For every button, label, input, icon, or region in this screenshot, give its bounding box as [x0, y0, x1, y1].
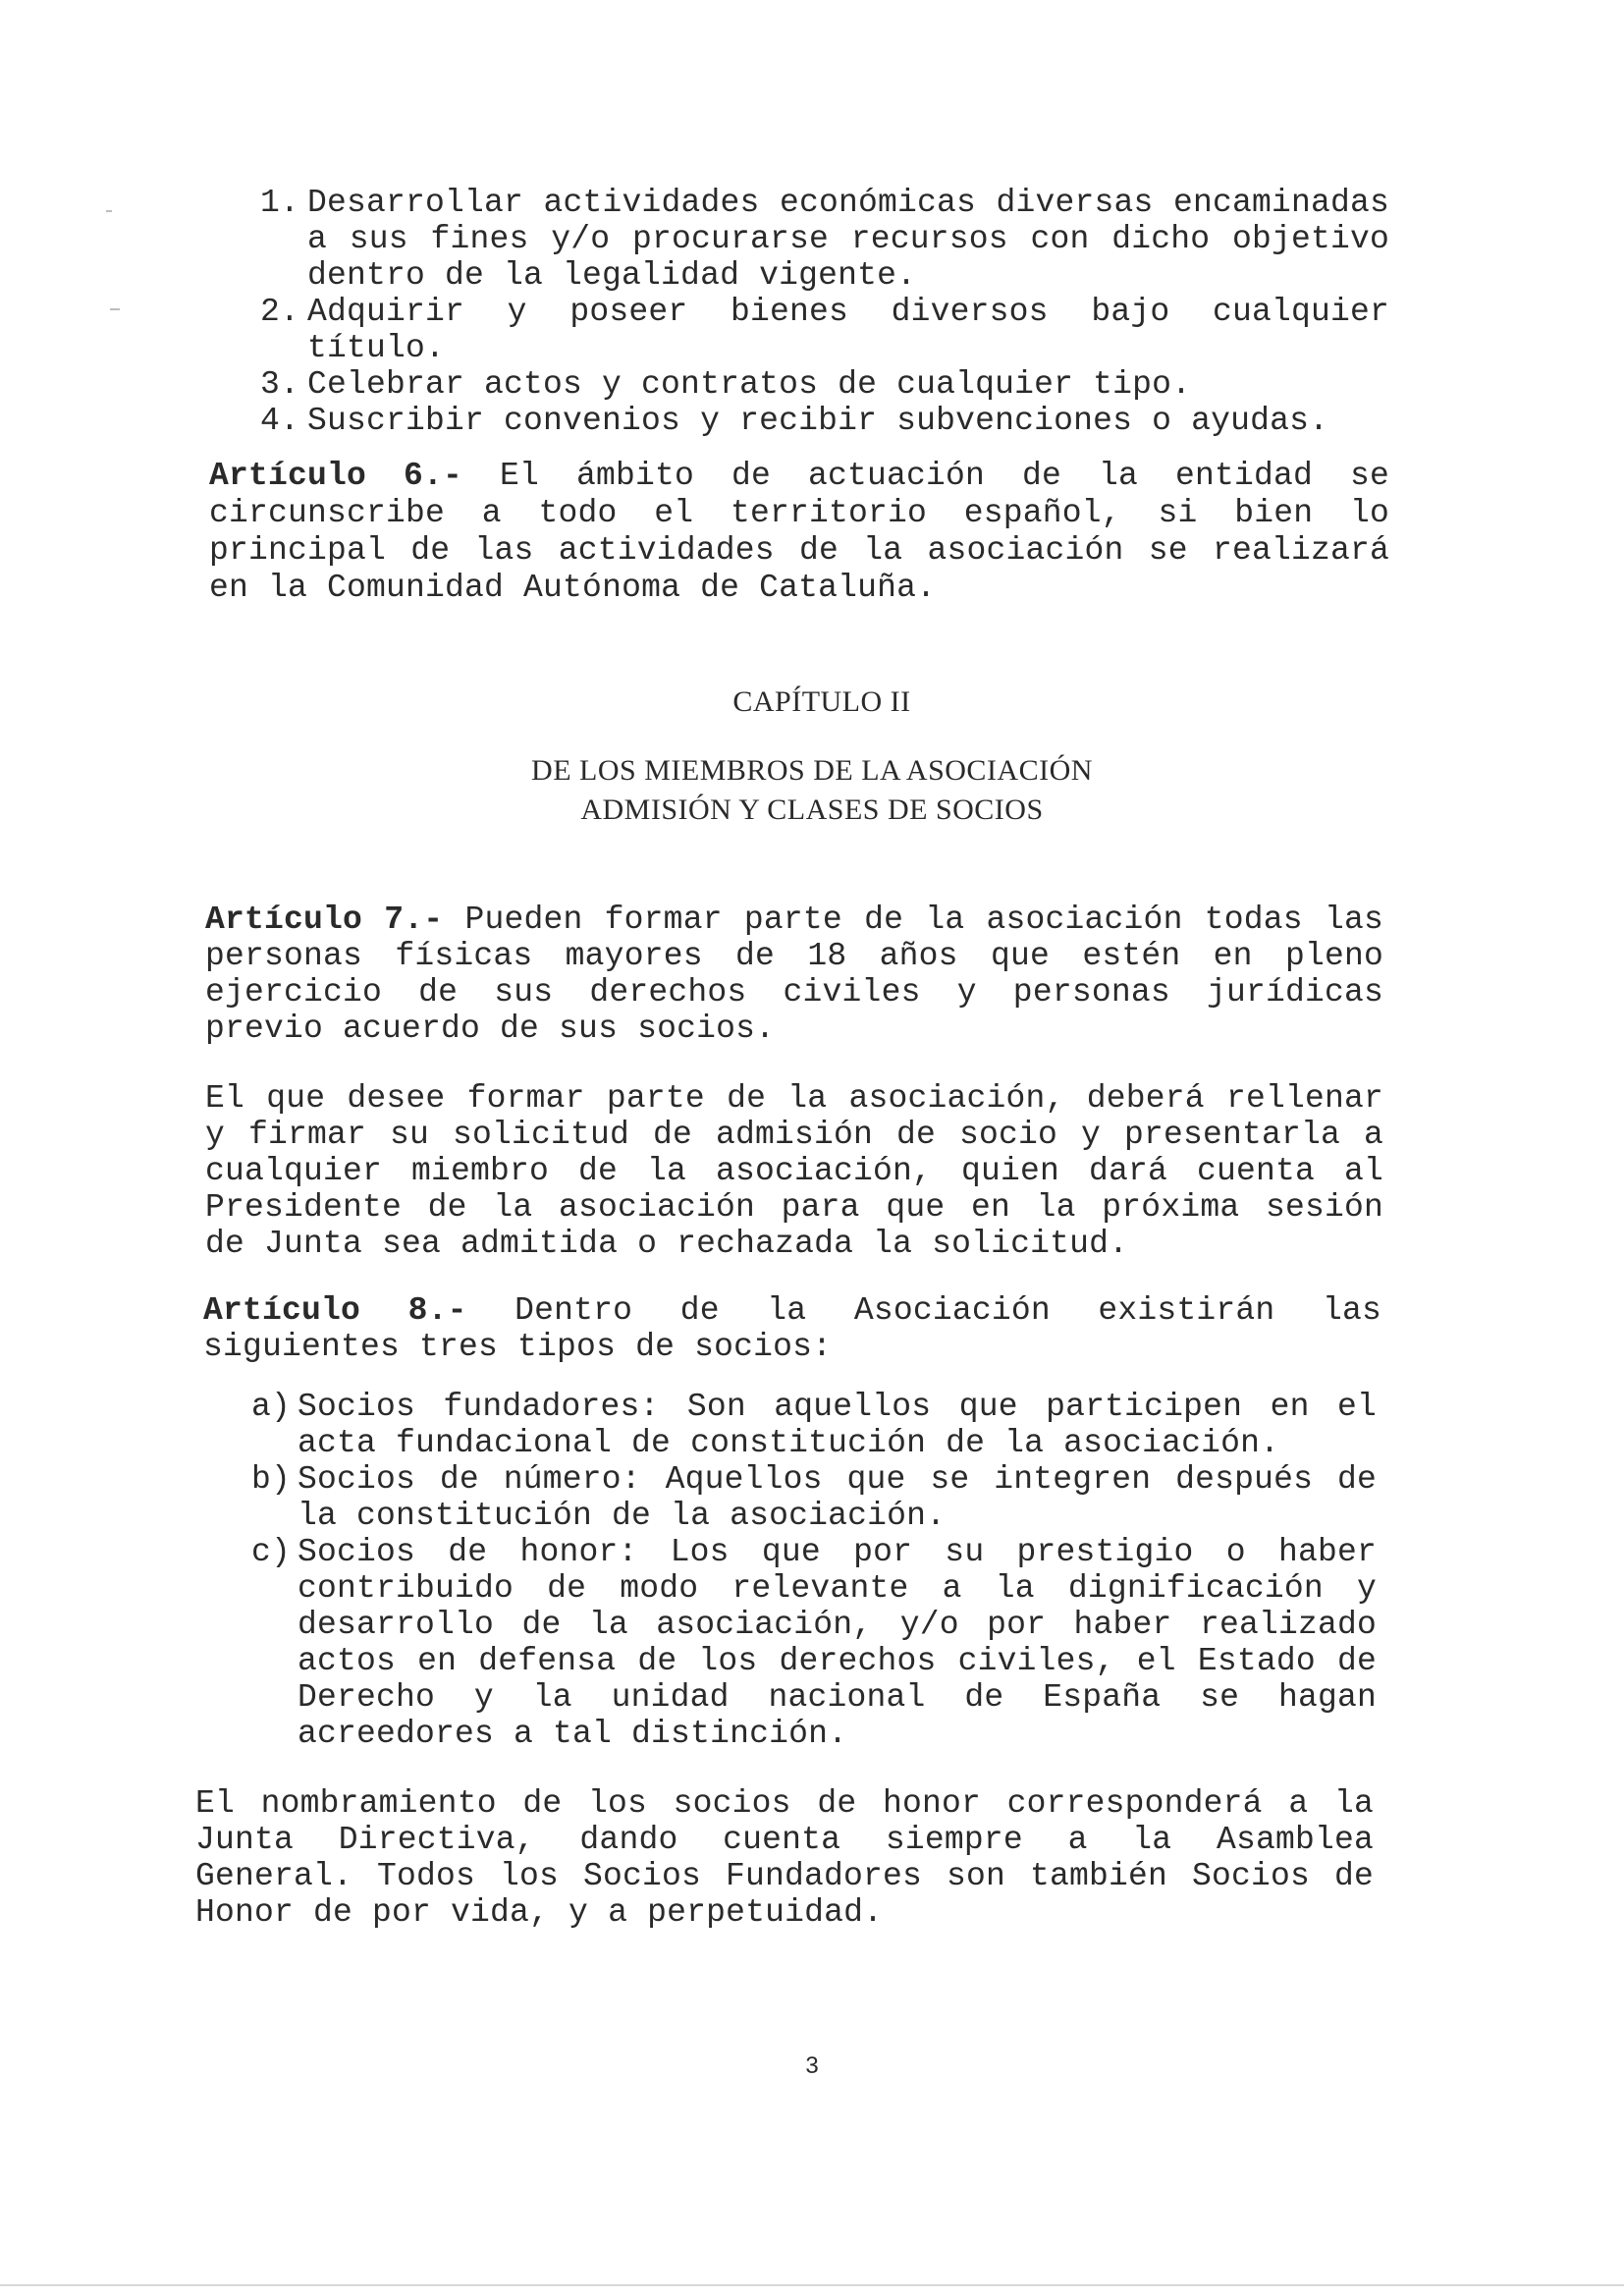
page-number: 3	[805, 2052, 819, 2079]
list-item-text: Socios de honor: Los que por su prestigio o haber contribuido de modo relevante a la dignificación y desarrollo de la asociación, y/o por haber realizado actos en defensa de los derechos civiles, el Estado de Derecho y la unidad nacional de España se hagan acreedores a tal distinción.	[298, 1534, 1377, 1752]
list-item-letter: b)	[251, 1461, 292, 1498]
list-item-text: Socios fundadores: Son aquellos que participen en el acta fundacional de constitución de la asociación.	[298, 1389, 1377, 1461]
list-item-number: 3.	[260, 366, 300, 403]
list-item	[260, 403, 1389, 439]
list-item-text: Adquirir y poseer bienes diversos bajo cualquier título.	[307, 294, 1389, 366]
articulo-8-label: Artículo 8.-	[203, 1292, 467, 1329]
chapter-title: CAPÍTULO II	[732, 685, 911, 718]
articulo-8-paragraph	[203, 1292, 1381, 1365]
articulo-7-paragraph-2: El que desee formar parte de la asociación, deberá rellenar y firmar su solicitud de admisión de socio y presentarla a cualquier miembro de la asociación, quien dará cuenta al Presidente de la asociación para que en la próxima sesión de Junta sea admitida o rechazada la solicitud.	[205, 1080, 1383, 1262]
articulo-6-text: El ámbito de actuación de la entidad se circunscribe a todo el territorio español, si bien lo principal de las actividades de la asociación se realizará en la Comunidad Autónoma de Cataluña.	[209, 458, 1389, 606]
list-item	[260, 294, 1389, 366]
list-item-text: Desarrollar actividades económicas diversas encaminadas a sus fines y/o procurarse recursos con dicho objetivo dentro de la legalidad vigente.	[307, 185, 1389, 294]
list-item-text: Socios de número: Aquellos que se integren después de la constitución de la asociación.	[298, 1461, 1377, 1534]
articulo-6-label: Artículo 6.-	[209, 458, 463, 494]
list-item	[260, 366, 1389, 403]
list-item-letter: c)	[251, 1534, 292, 1570]
list-item-number: 2.	[260, 294, 300, 330]
list-item	[251, 1389, 1377, 1461]
page-edge	[0, 2284, 1624, 2286]
articulo-8-text: Dentro de la Asociación existirán las siguientes tres tipos de socios:	[203, 1292, 1381, 1365]
scan-mark	[110, 308, 120, 310]
articulo-7-text: Pueden formar parte de la asociación todas las personas físicas mayores de 18 años que estén en pleno ejercicio de sus derechos civiles y personas jurídicas previo acuerdo de sus socios.	[205, 902, 1383, 1047]
list-item-number: 4.	[260, 403, 300, 439]
list-item-number: 1.	[260, 185, 300, 221]
member-types-list	[251, 1389, 1377, 1752]
list-item-text: Celebrar actos y contratos de cualquier tipo.	[307, 366, 1192, 403]
articulo-6-paragraph	[209, 458, 1389, 607]
articulo-7-label: Artículo 7.-	[205, 902, 444, 938]
honor-members-paragraph: El nombramiento de los socios de honor corresponderá a la Junta Directiva, dando cuenta siempre a la Asamblea General. Todos los Socios Fundadores son también Socios de Honor de por vida, y a perpetuidad.	[195, 1785, 1374, 1931]
list-item	[251, 1461, 1377, 1534]
activities-list	[260, 185, 1389, 439]
list-item-text: Suscribir convenios y recibir subvenciones o ayudas.	[307, 403, 1329, 439]
list-item-letter: a)	[251, 1389, 292, 1425]
chapter-subtitle-1: DE LOS MIEMBROS DE LA ASOCIACIÓN	[531, 754, 1093, 787]
articulo-7-paragraph	[205, 902, 1383, 1047]
list-item	[251, 1534, 1377, 1752]
list-item	[260, 185, 1389, 294]
chapter-subtitle-2: ADMISIÓN Y CLASES DE SOCIOS	[580, 793, 1044, 826]
scan-mark	[106, 210, 112, 212]
